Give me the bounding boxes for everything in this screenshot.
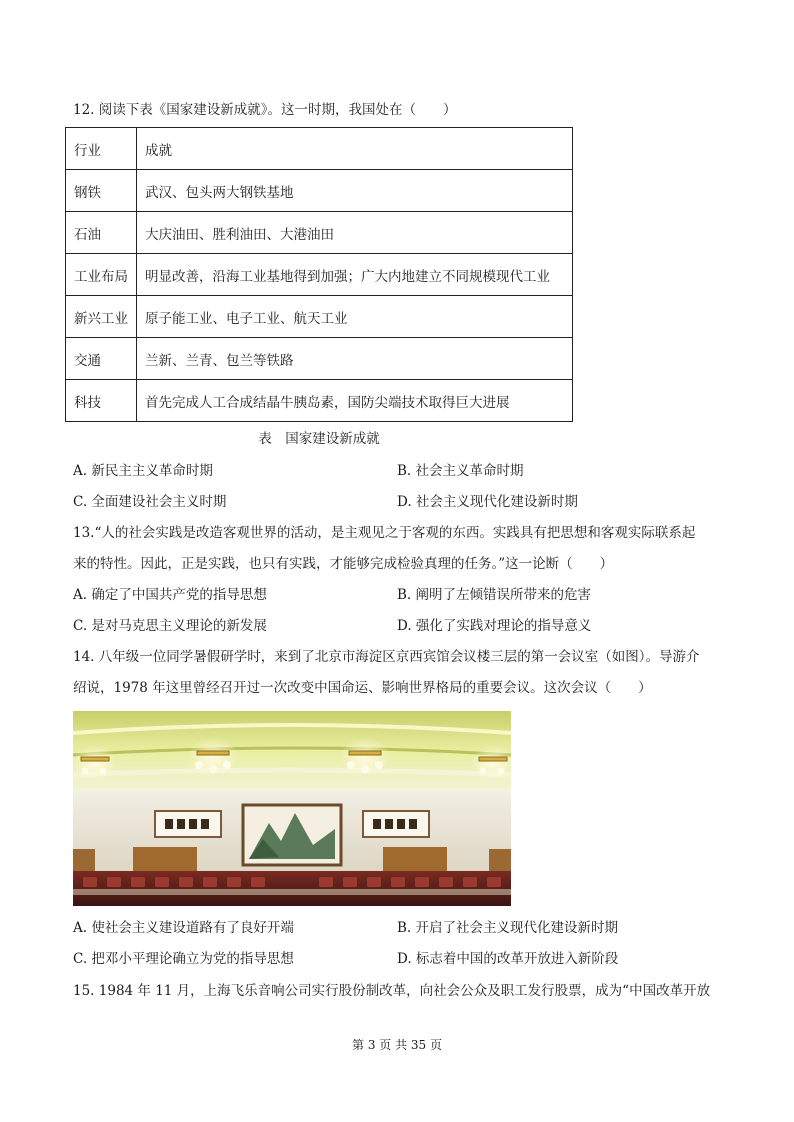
- table-row: [66, 338, 573, 380]
- table-cell: 大庆油田、胜利油田、大港油田: [137, 212, 573, 254]
- q13-stem-line1: 13.“人的社会实践是改造客观世界的活动，是主观见之于客观的东西。实践具有把思想和客观实际联系起: [73, 525, 696, 541]
- q14-option-b[interactable]: B. 开启了社会主义现代化建设新时期: [397, 920, 619, 936]
- table-header-row: [66, 128, 573, 170]
- q14-stem-line2: 绍说，1978 年这里曾经召开过一次改变中国命运、影响世界格局的重要会议。这次会议（ ）: [73, 680, 652, 696]
- table-cell: 工业布局: [66, 254, 137, 296]
- q13-option-d[interactable]: D. 强化了实践对理论的指导意义: [397, 618, 592, 634]
- q12-option-c[interactable]: C. 全面建设社会主义时期: [73, 494, 227, 510]
- q15-stem-line1: 15. 1984 年 11 月，上海飞乐音响公司实行股份制改革，向社会公众及职工发行股票，成为“中国改革开放: [73, 983, 711, 999]
- table-cell: 钢铁: [66, 170, 137, 212]
- table-header-cell: 成就: [137, 128, 573, 170]
- q13-option-c[interactable]: C. 是对马克思主义理论的新发展: [73, 618, 267, 634]
- table-cell: 石油: [66, 212, 137, 254]
- table-caption: 表 国家建设新成就: [258, 431, 380, 447]
- q14-option-d[interactable]: D. 标志着中国的改革开放进入新阶段: [397, 951, 619, 967]
- table-header-cell: 行业: [66, 128, 137, 170]
- table-cell: 明显改善，沿海工业基地得到加强；广大内地建立不同规模现代工业: [137, 254, 573, 296]
- table-cell: 新兴工业: [66, 296, 137, 338]
- meeting-room-photo: [73, 711, 511, 906]
- table-cell: 原子能工业、电子工业、航天工业: [137, 296, 573, 338]
- table-cell: 兰新、兰青、包兰等铁路: [137, 338, 573, 380]
- q12-option-a[interactable]: A. 新民主主义革命时期: [73, 463, 213, 479]
- table-cell: 武汉、包头两大钢铁基地: [137, 170, 573, 212]
- table-row: [66, 170, 573, 212]
- table-row: [66, 254, 573, 296]
- table-row: [66, 296, 573, 338]
- q13-option-b[interactable]: B. 阐明了左倾错误所带来的危害: [397, 587, 592, 603]
- achievements-table: [65, 127, 573, 422]
- q14-stem-line1: 14. 八年级一位同学暑假研学时，来到了北京市海淀区京西宾馆会议楼三层的第一会议室（如图）。导游介: [73, 649, 700, 665]
- table-cell: 首先完成人工合成结晶牛胰岛素，国防尖端技术取得巨大进展: [137, 380, 573, 422]
- q13-stem-line2: 来的特性。因此，正是实践，也只有实践，才能够完成检验真理的任务。”这一论断（ ）: [73, 556, 614, 572]
- q13-option-a[interactable]: A. 确定了中国共产党的指导思想: [73, 587, 267, 603]
- q12-option-d[interactable]: D. 社会主义现代化建设新时期: [397, 494, 578, 510]
- q12-option-b[interactable]: B. 社会主义革命时期: [397, 463, 524, 479]
- table-row: [66, 380, 573, 422]
- q12-stem: 12. 阅读下表《国家建设新成就》。这一时期，我国处在（ ）: [73, 102, 457, 118]
- table-cell: 科技: [66, 380, 137, 422]
- page-number: 第 3 页 共 35 页: [352, 1038, 442, 1052]
- q14-option-c[interactable]: C. 把邓小平理论确立为党的指导思想: [73, 951, 294, 967]
- q14-option-a[interactable]: A. 使社会主义建设道路有了良好开端: [73, 920, 294, 936]
- table-cell: 交通: [66, 338, 137, 380]
- table-row: [66, 212, 573, 254]
